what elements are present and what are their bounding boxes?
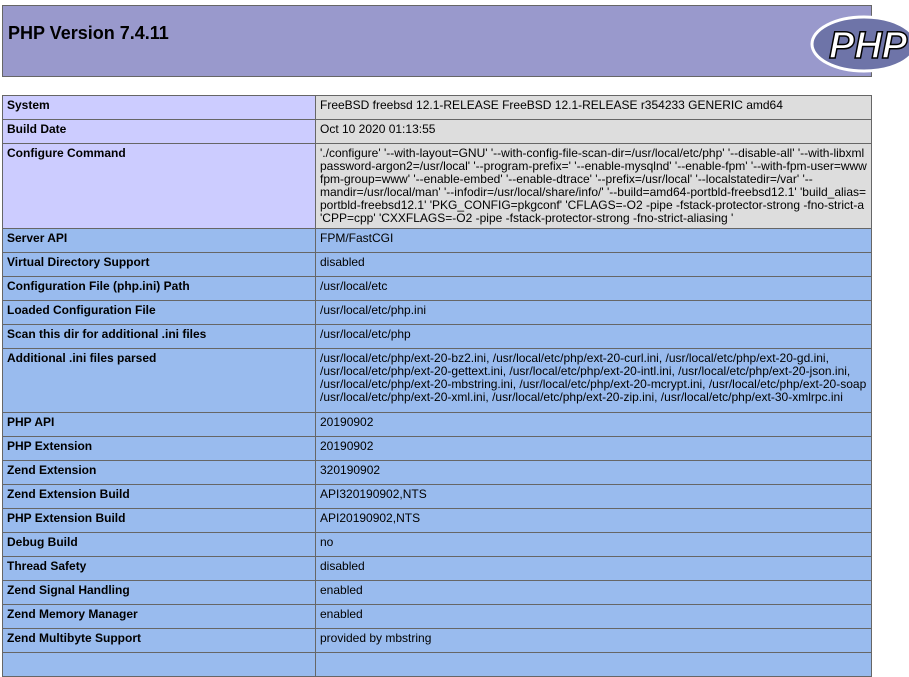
value-line: fpm-group=www' '--enable-embed' '--enable-dtrace' '--prefix=/usr/local' '--localstatedir=/var' '--: [320, 172, 813, 186]
table-row: [3, 301, 872, 325]
value-line: /usr/local/etc/php/ext-20-xml.ini, /usr/local/etc/php/ext-20-zip.ini, /usr/local/etc/php/ext-30-xmlrpc.ini: [320, 390, 843, 404]
row-label: Zend Memory Manager: [3, 605, 316, 629]
row-value: no: [316, 533, 872, 557]
table-row: [3, 533, 872, 557]
table-row: [3, 437, 872, 461]
row-label: Configure Command: [3, 144, 316, 229]
row-value: /usr/local/etc/php: [316, 325, 872, 349]
table-row: [3, 277, 872, 301]
row-value: disabled: [316, 557, 872, 581]
row-value: /usr/local/etc: [316, 277, 872, 301]
row-value: provided by mbstring: [316, 629, 872, 653]
table-row: [3, 653, 872, 677]
row-value: /usr/local/etc/php.ini: [316, 301, 872, 325]
table-row: [3, 253, 872, 277]
table-row: [3, 229, 872, 253]
php-logo-text: PHP: [829, 25, 908, 67]
row-label: Additional .ini files parsed: [3, 349, 316, 413]
row-value: [316, 144, 872, 229]
row-label: Thread Safety: [3, 557, 316, 581]
row-value: enabled: [316, 605, 872, 629]
row-value: enabled: [316, 581, 872, 605]
row-label: Zend Multibyte Support: [3, 629, 316, 653]
row-label: Zend Signal Handling: [3, 581, 316, 605]
row-value: Oct 10 2020 01:13:55: [316, 120, 872, 144]
table-row: [3, 485, 872, 509]
table-row: [3, 144, 872, 229]
table-row: [3, 629, 872, 653]
value-line: portbld-freebsd12.1' 'PKG_CONFIG=pkgconf' 'CFLAGS=-O2 -pipe -fstack-protector-strong -fno-strict-a: [320, 198, 865, 212]
row-value: [316, 349, 872, 413]
row-value: API320190902,NTS: [316, 485, 872, 509]
value-line: mandir=/usr/local/man' '--infodir=/usr/local/share/info/' '--build=amd64-portbld-freebsd12.1' 'build_alias=: [320, 185, 867, 199]
row-label: Debug Build: [3, 533, 316, 557]
row-value: FPM/FastCGI: [316, 229, 872, 253]
row-label: Scan this dir for additional .ini files: [3, 325, 316, 349]
table-row: [3, 557, 872, 581]
table-row: [3, 325, 872, 349]
value-line: './configure' '--with-layout=GNU' '--with-config-file-scan-dir=/usr/local/etc/php' '--disable-all' '--with-libxml: [320, 146, 865, 160]
row-label: Zend Extension Build: [3, 485, 316, 509]
row-label: Zend Extension: [3, 461, 316, 485]
row-label: Build Date: [3, 120, 316, 144]
row-label: Configuration File (php.ini) Path: [3, 277, 316, 301]
value-line: 'CPP=cpp' 'CXXFLAGS=-O2 -pipe -fstack-protector-strong -fno-strict-aliasing ': [320, 211, 734, 225]
table-row: [3, 581, 872, 605]
row-value: FreeBSD freebsd 12.1-RELEASE FreeBSD 12.1-RELEASE r354233 GENERIC amd64: [316, 96, 872, 120]
row-value: API20190902,NTS: [316, 509, 872, 533]
row-value: 320190902: [316, 461, 872, 485]
row-label: PHP API: [3, 413, 316, 437]
row-value: 20190902: [316, 413, 872, 437]
row-label: Server API: [3, 229, 316, 253]
table-row: [3, 413, 872, 437]
php-header: [2, 5, 908, 77]
value-line: /usr/local/etc/php/ext-20-bz2.ini, /usr/local/etc/php/ext-20-curl.ini, /usr/local/etc/php/ext-20-gd.ini,: [320, 351, 829, 365]
row-label: PHP Extension: [3, 437, 316, 461]
value-line: /usr/local/etc/php/ext-20-gettext.ini, /usr/local/etc/php/ext-20-intl.ini, /usr/local/etc/php/ext-20-json.ini,: [320, 364, 851, 378]
table-row: [3, 96, 872, 120]
row-label: PHP Extension Build: [3, 509, 316, 533]
row-label: Virtual Directory Support: [3, 253, 316, 277]
row-value: disabled: [316, 253, 872, 277]
row-value: 20190902: [316, 437, 872, 461]
php-logo-icon: [809, 14, 909, 74]
value-line: password-argon2=/usr/local' '--program-prefix=' '--enable-mysqlnd' '--enable-fpm' '--with-fpm-user=www: [320, 159, 867, 173]
php-info-table: [2, 95, 872, 677]
table-row: [3, 461, 872, 485]
page-title: PHP Version 7.4.11: [8, 23, 169, 43]
row-label: System: [3, 96, 316, 120]
table-row: [3, 605, 872, 629]
row-label: Loaded Configuration File: [3, 301, 316, 325]
row-value-empty: [316, 653, 872, 677]
table-row: [3, 120, 872, 144]
table-row: [3, 509, 872, 533]
value-line: /usr/local/etc/php/ext-20-mbstring.ini, /usr/local/etc/php/ext-20-mcrypt.ini, /usr/local/etc/php/ext-20-soap: [320, 377, 867, 391]
table-row: [3, 349, 872, 413]
row-label-empty: [3, 653, 316, 677]
